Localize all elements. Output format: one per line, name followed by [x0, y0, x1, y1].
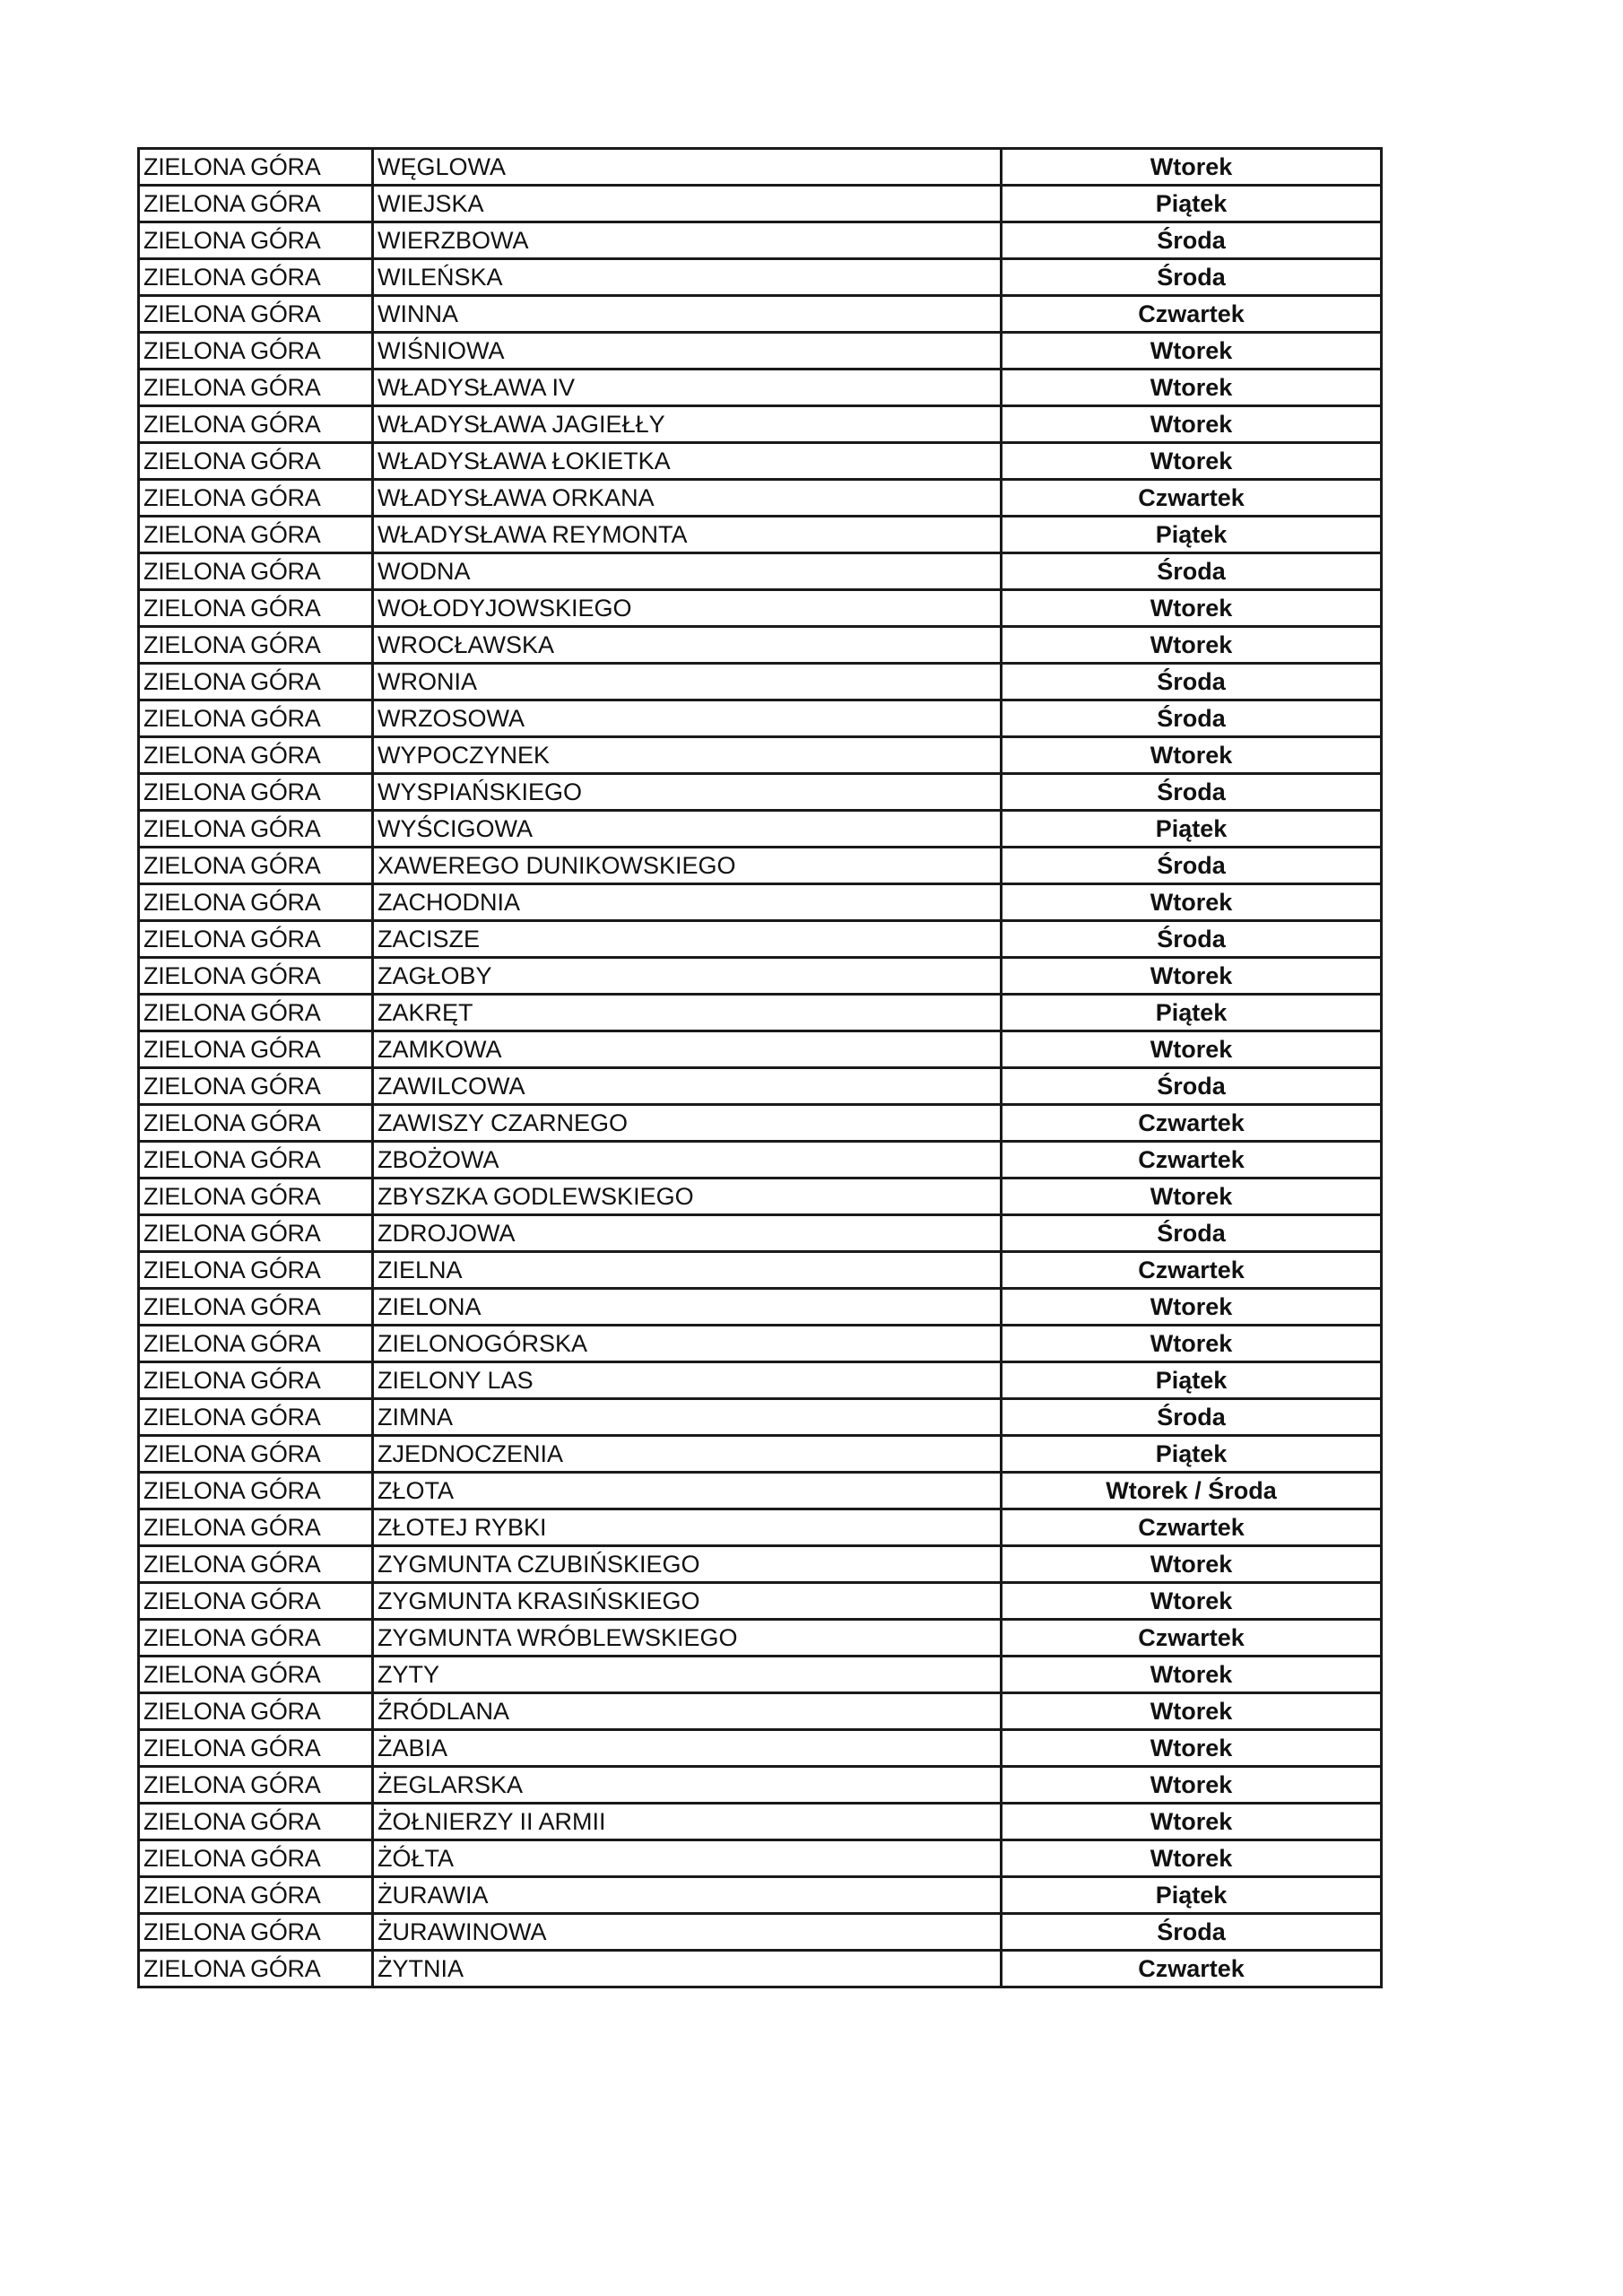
street-cell: WOŁODYJOWSKIEGO — [373, 590, 1002, 627]
table-row — [139, 222, 1382, 259]
street-cell: ZBOŻOWA — [373, 1142, 1002, 1178]
table-row — [139, 1068, 1382, 1105]
city-cell: ZIELONA GÓRA — [139, 1877, 373, 1914]
table-row — [139, 1326, 1382, 1362]
street-cell: WIERZBOWA — [373, 222, 1002, 259]
collection-day-cell: Środa — [1002, 1215, 1382, 1252]
city-cell: ZIELONA GÓRA — [139, 1693, 373, 1730]
street-cell: ŹRÓDLANA — [373, 1693, 1002, 1730]
city-cell: ZIELONA GÓRA — [139, 1326, 373, 1362]
city-cell: ZIELONA GÓRA — [139, 1252, 373, 1289]
city-cell: ZIELONA GÓRA — [139, 443, 373, 480]
city-cell: ZIELONA GÓRA — [139, 774, 373, 811]
table-row — [139, 884, 1382, 921]
table-row — [139, 1362, 1382, 1399]
street-cell: WROCŁAWSKA — [373, 627, 1002, 664]
street-cell: ZIELONA — [373, 1289, 1002, 1326]
collection-day-cell: Wtorek — [1002, 1583, 1382, 1620]
table-row — [139, 1215, 1382, 1252]
collection-day-cell: Czwartek — [1002, 1951, 1382, 1987]
city-cell: ZIELONA GÓRA — [139, 848, 373, 884]
table-row — [139, 1509, 1382, 1546]
street-cell: WODNA — [373, 553, 1002, 590]
table-row — [139, 186, 1382, 222]
collection-day-cell: Czwartek — [1002, 480, 1382, 517]
collection-day-cell: Wtorek — [1002, 149, 1382, 186]
collection-day-cell: Wtorek — [1002, 443, 1382, 480]
city-cell: ZIELONA GÓRA — [139, 1767, 373, 1804]
street-cell: ZYGMUNTA WRÓBLEWSKIEGO — [373, 1620, 1002, 1657]
table-row — [139, 1546, 1382, 1583]
table-row — [139, 737, 1382, 774]
table-row — [139, 1693, 1382, 1730]
table-row — [139, 627, 1382, 664]
collection-day-cell: Wtorek — [1002, 1326, 1382, 1362]
table-row — [139, 553, 1382, 590]
collection-day-cell: Piątek — [1002, 1877, 1382, 1914]
collection-day-cell: Środa — [1002, 222, 1382, 259]
city-cell: ZIELONA GÓRA — [139, 627, 373, 664]
collection-day-cell: Środa — [1002, 1399, 1382, 1436]
table-row — [139, 1436, 1382, 1473]
collection-day-cell: Piątek — [1002, 186, 1382, 222]
street-cell: ŻABIA — [373, 1730, 1002, 1767]
collection-day-cell: Wtorek — [1002, 1767, 1382, 1804]
table-row — [139, 517, 1382, 553]
collection-day-cell: Środa — [1002, 848, 1382, 884]
street-cell: ZBYSZKA GODLEWSKIEGO — [373, 1178, 1002, 1215]
street-cell: WILEŃSKA — [373, 259, 1002, 296]
city-cell: ZIELONA GÓRA — [139, 1289, 373, 1326]
city-cell: ZIELONA GÓRA — [139, 737, 373, 774]
collection-day-cell: Wtorek — [1002, 1840, 1382, 1877]
city-cell: ZIELONA GÓRA — [139, 590, 373, 627]
city-cell: ZIELONA GÓRA — [139, 1068, 373, 1105]
street-cell: ŻÓŁTA — [373, 1840, 1002, 1877]
city-cell: ZIELONA GÓRA — [139, 1215, 373, 1252]
collection-day-cell: Czwartek — [1002, 1620, 1382, 1657]
city-cell: ZIELONA GÓRA — [139, 1399, 373, 1436]
collection-day-cell: Wtorek — [1002, 1546, 1382, 1583]
collection-day-cell: Środa — [1002, 259, 1382, 296]
table-row — [139, 995, 1382, 1031]
city-cell: ZIELONA GÓRA — [139, 1620, 373, 1657]
collection-day-cell: Piątek — [1002, 995, 1382, 1031]
collection-day-cell: Środa — [1002, 664, 1382, 700]
street-cell: ZYGMUNTA KRASIŃSKIEGO — [373, 1583, 1002, 1620]
collection-day-cell: Wtorek — [1002, 1289, 1382, 1326]
collection-day-cell: Czwartek — [1002, 296, 1382, 333]
street-cell: ZIELONOGÓRSKA — [373, 1326, 1002, 1362]
street-cell: XAWEREGO DUNIKOWSKIEGO — [373, 848, 1002, 884]
city-cell: ZIELONA GÓRA — [139, 149, 373, 186]
collection-day-cell: Wtorek — [1002, 333, 1382, 370]
street-cell: ZACHODNIA — [373, 884, 1002, 921]
street-cell: WYSPIAŃSKIEGO — [373, 774, 1002, 811]
street-cell: WŁADYSŁAWA IV — [373, 370, 1002, 406]
city-cell: ZIELONA GÓRA — [139, 700, 373, 737]
street-cell: ZŁOTEJ RYBKI — [373, 1509, 1002, 1546]
city-cell: ZIELONA GÓRA — [139, 296, 373, 333]
collection-day-cell: Środa — [1002, 1068, 1382, 1105]
table-row — [139, 1473, 1382, 1509]
table-row — [139, 590, 1382, 627]
collection-day-cell: Czwartek — [1002, 1142, 1382, 1178]
collection-day-cell: Wtorek — [1002, 406, 1382, 443]
street-cell: WĘGLOWA — [373, 149, 1002, 186]
collection-day-cell: Czwartek — [1002, 1252, 1382, 1289]
table-row — [139, 1399, 1382, 1436]
street-cell: ZIELONY LAS — [373, 1362, 1002, 1399]
city-cell: ZIELONA GÓRA — [139, 333, 373, 370]
collection-day-cell: Piątek — [1002, 811, 1382, 848]
city-cell: ZIELONA GÓRA — [139, 1142, 373, 1178]
collection-day-cell: Czwartek — [1002, 1105, 1382, 1142]
table-row — [139, 296, 1382, 333]
city-cell: ZIELONA GÓRA — [139, 958, 373, 995]
city-cell: ZIELONA GÓRA — [139, 480, 373, 517]
street-cell: ZAKRĘT — [373, 995, 1002, 1031]
city-cell: ZIELONA GÓRA — [139, 222, 373, 259]
table-row — [139, 443, 1382, 480]
table-row — [139, 149, 1382, 186]
city-cell: ZIELONA GÓRA — [139, 1804, 373, 1840]
table-row — [139, 370, 1382, 406]
collection-day-cell: Wtorek / Środa — [1002, 1473, 1382, 1509]
table-row — [139, 1951, 1382, 1987]
table-row — [139, 1657, 1382, 1693]
city-cell: ZIELONA GÓRA — [139, 1583, 373, 1620]
city-cell: ZIELONA GÓRA — [139, 553, 373, 590]
table-row — [139, 1105, 1382, 1142]
table-row — [139, 700, 1382, 737]
table-row — [139, 1289, 1382, 1326]
table-row — [139, 664, 1382, 700]
street-cell: WŁADYSŁAWA JAGIEŁŁY — [373, 406, 1002, 443]
table-row — [139, 1914, 1382, 1951]
street-cell: WINNA — [373, 296, 1002, 333]
city-cell: ZIELONA GÓRA — [139, 811, 373, 848]
table-row — [139, 1804, 1382, 1840]
table-row — [139, 333, 1382, 370]
street-cell: ZYTY — [373, 1657, 1002, 1693]
table-row — [139, 811, 1382, 848]
street-cell: ŻURAWINOWA — [373, 1914, 1002, 1951]
collection-day-cell: Wtorek — [1002, 590, 1382, 627]
collection-day-cell: Wtorek — [1002, 1693, 1382, 1730]
city-cell: ZIELONA GÓRA — [139, 1840, 373, 1877]
street-cell: ŻURAWIA — [373, 1877, 1002, 1914]
table-row — [139, 1840, 1382, 1877]
city-cell: ZIELONA GÓRA — [139, 1657, 373, 1693]
street-cell: ŻYTNIA — [373, 1951, 1002, 1987]
city-cell: ZIELONA GÓRA — [139, 1730, 373, 1767]
city-cell: ZIELONA GÓRA — [139, 995, 373, 1031]
city-cell: ZIELONA GÓRA — [139, 1546, 373, 1583]
street-cell: WŁADYSŁAWA ŁOKIETKA — [373, 443, 1002, 480]
table-row — [139, 1252, 1382, 1289]
street-cell: WŁADYSŁAWA ORKANA — [373, 480, 1002, 517]
city-cell: ZIELONA GÓRA — [139, 406, 373, 443]
city-cell: ZIELONA GÓRA — [139, 1951, 373, 1987]
street-cell: WIŚNIOWA — [373, 333, 1002, 370]
collection-day-cell: Środa — [1002, 1914, 1382, 1951]
table-row — [139, 1620, 1382, 1657]
city-cell: ZIELONA GÓRA — [139, 1473, 373, 1509]
collection-day-cell: Wtorek — [1002, 958, 1382, 995]
collection-day-cell: Środa — [1002, 921, 1382, 958]
collection-day-cell: Wtorek — [1002, 370, 1382, 406]
schedule-table-body — [139, 149, 1382, 1987]
street-cell: ZIELNA — [373, 1252, 1002, 1289]
collection-day-cell: Czwartek — [1002, 1509, 1382, 1546]
city-cell: ZIELONA GÓRA — [139, 921, 373, 958]
table-row — [139, 774, 1382, 811]
table-row — [139, 259, 1382, 296]
street-cell: ZDROJOWA — [373, 1215, 1002, 1252]
table-row — [139, 1178, 1382, 1215]
city-cell: ZIELONA GÓRA — [139, 884, 373, 921]
street-cell: ZIMNA — [373, 1399, 1002, 1436]
table-row — [139, 406, 1382, 443]
street-cell: WRZOSOWA — [373, 700, 1002, 737]
collection-day-cell: Środa — [1002, 774, 1382, 811]
city-cell: ZIELONA GÓRA — [139, 1509, 373, 1546]
street-cell: WŁADYSŁAWA REYMONTA — [373, 517, 1002, 553]
street-cell: ŻEGLARSKA — [373, 1767, 1002, 1804]
city-cell: ZIELONA GÓRA — [139, 1105, 373, 1142]
collection-day-cell: Wtorek — [1002, 1804, 1382, 1840]
collection-day-cell: Piątek — [1002, 1362, 1382, 1399]
collection-day-cell: Wtorek — [1002, 1178, 1382, 1215]
street-cell: ZAMKOWA — [373, 1031, 1002, 1068]
table-row — [139, 1031, 1382, 1068]
table-row — [139, 921, 1382, 958]
city-cell: ZIELONA GÓRA — [139, 186, 373, 222]
table-row — [139, 958, 1382, 995]
collection-day-cell: Środa — [1002, 553, 1382, 590]
street-cell: WYŚCIGOWA — [373, 811, 1002, 848]
collection-day-cell: Wtorek — [1002, 1031, 1382, 1068]
street-cell: ZJEDNOCZENIA — [373, 1436, 1002, 1473]
collection-day-cell: Wtorek — [1002, 1657, 1382, 1693]
city-cell: ZIELONA GÓRA — [139, 664, 373, 700]
collection-day-cell: Piątek — [1002, 1436, 1382, 1473]
city-cell: ZIELONA GÓRA — [139, 1914, 373, 1951]
city-cell: ZIELONA GÓRA — [139, 517, 373, 553]
schedule-table — [137, 147, 1383, 1988]
table-row — [139, 1142, 1382, 1178]
street-cell: WYPOCZYNEK — [373, 737, 1002, 774]
city-cell: ZIELONA GÓRA — [139, 1436, 373, 1473]
collection-day-cell: Wtorek — [1002, 627, 1382, 664]
street-cell: ZAGŁOBY — [373, 958, 1002, 995]
street-cell: ŻOŁNIERZY II ARMII — [373, 1804, 1002, 1840]
table-row — [139, 1767, 1382, 1804]
table-row — [139, 1730, 1382, 1767]
table-row — [139, 848, 1382, 884]
table-row — [139, 480, 1382, 517]
table-row — [139, 1583, 1382, 1620]
street-cell: ZYGMUNTA CZUBIŃSKIEGO — [373, 1546, 1002, 1583]
collection-day-cell: Wtorek — [1002, 884, 1382, 921]
city-cell: ZIELONA GÓRA — [139, 1178, 373, 1215]
collection-day-cell: Piątek — [1002, 517, 1382, 553]
city-cell: ZIELONA GÓRA — [139, 259, 373, 296]
city-cell: ZIELONA GÓRA — [139, 1362, 373, 1399]
collection-day-cell: Wtorek — [1002, 1730, 1382, 1767]
collection-day-cell: Środa — [1002, 700, 1382, 737]
street-cell: WRONIA — [373, 664, 1002, 700]
street-cell: ZAWILCOWA — [373, 1068, 1002, 1105]
collection-day-cell: Wtorek — [1002, 737, 1382, 774]
city-cell: ZIELONA GÓRA — [139, 370, 373, 406]
street-cell: WIEJSKA — [373, 186, 1002, 222]
street-cell: ZŁOTA — [373, 1473, 1002, 1509]
street-cell: ZACISZE — [373, 921, 1002, 958]
table-row — [139, 1877, 1382, 1914]
street-cell: ZAWISZY CZARNEGO — [373, 1105, 1002, 1142]
city-cell: ZIELONA GÓRA — [139, 1031, 373, 1068]
